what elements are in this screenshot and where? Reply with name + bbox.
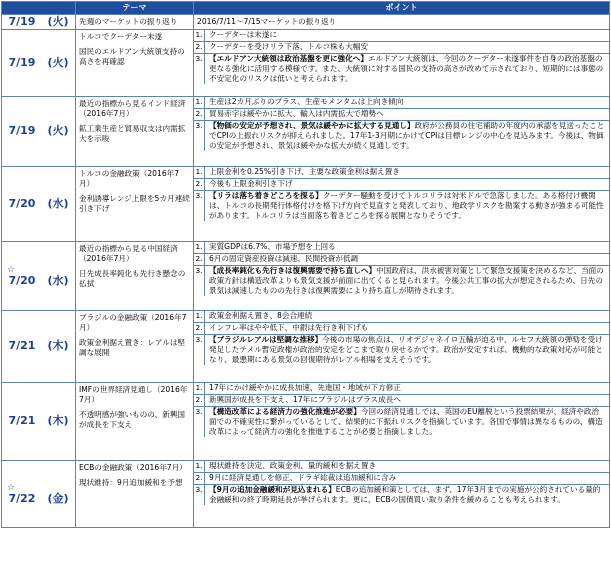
weekday: (水) [47,273,69,287]
theme-cell [76,15,194,30]
date-cell [2,167,76,242]
point-item [194,323,609,335]
point-number: 1. [194,167,205,178]
point-text [205,54,609,84]
date-cell [2,461,76,528]
point-item [194,473,609,485]
point-cell [194,311,610,383]
point-item [194,311,609,323]
point-number: 2. [194,254,205,265]
date-cell [2,15,76,30]
date: 7/21 [8,414,36,428]
point-item [194,461,609,473]
point-body: インフレ率はやや低下、中銀は先行き利下げも [209,323,369,333]
date-cell [2,30,76,97]
point-body: 上限金利を0.25%引き下げ、主要な政策金利は据え置き [209,167,400,177]
point-body: クーデター騒動を受けてトルコリラは対米ドルで急落しました。ある格付け機関は、トルコの長期発行体格付けを格下げ方向で見直すと発表しており、地政学リスクを勘案する動きが強まる可能性があります。トルコリラは当面落ち着きどころを探る展開となりそうです。 [209,191,604,221]
point-item [194,242,609,254]
point-item [194,97,609,109]
point-body: 現状維持を決定、政策金利、量的緩和を据え置き [209,461,377,471]
point-body: 17年にかけ緩やかに成長加速、先進国・地域が下方修正 [209,383,401,393]
point-item [194,335,609,365]
point-text [205,266,609,296]
point-cell [194,383,610,461]
point-item [194,179,609,191]
header-row [2,2,610,15]
date: 7/20 [8,273,36,287]
weekday: (木) [47,339,69,353]
theme-cell [76,311,194,383]
point-text [205,30,609,41]
point-number: 2. [194,179,205,190]
point-text [205,121,609,151]
date-cell [2,311,76,383]
point-number: 3. [194,485,205,505]
point-header: ポイント [194,2,610,15]
point-number: 2. [194,473,205,484]
theme-cell [76,383,194,461]
theme-subtitle: 政策金利据え置き：レアルは堅調な展開 [79,338,186,358]
point-number: 1. [194,461,205,472]
theme-title: 最近の指標から見る中国経済（2016年7月） [79,244,178,264]
point-text [205,335,609,365]
point-highlight: 【9月の追加金融緩和が見込まれる】 [209,485,336,495]
point-text [205,395,609,406]
point-item [194,167,609,179]
point-item [194,109,609,121]
point-highlight: 【構造改革による経済力の強化推進が必要】 [209,407,361,417]
point-body: ECBの追加緩和策としては、まず、17年3月までの実施が公約されている量的金融緩和の終了時期延長が挙げられます。更に、ECBの国債買い取り条件を緩めることも考えられます。 [209,485,601,505]
point-text [205,179,609,190]
point-cell [194,461,610,528]
theme-title: ECBの金融政策（2016年7月） [79,463,187,473]
weekday: (木) [47,414,69,428]
theme-subtitle: 日先成長率鈍化も先行き懸念の払拭 [79,269,186,289]
point-text [205,461,609,472]
table-row [2,30,610,97]
point-number: 1. [194,97,205,108]
theme-title: ブラジルの金融政策（2016年7月） [79,313,187,333]
point-number: 3. [194,407,205,437]
weekday: (火) [47,124,69,138]
point-number: 3. [194,335,205,365]
date: 7/19 [8,55,36,69]
date: 7/19 [8,14,36,28]
date: 7/20 [8,196,36,210]
point-body: エルドアン大統領は、今回のクーデター未遂事件を自身の政治基盤の更なる強化に活用する模様です。また、大統領に対する国民の支持の高さが改めて示されており、短期的には事態の不安定化のリスクは低いと考えられます。 [209,54,604,84]
theme-subtitle: 現状維持：9月追加緩和を予想 [79,478,183,488]
point-body: クーデターは未遂に [209,30,277,40]
point-text [205,473,609,484]
date-cell [2,242,76,311]
table-row [2,97,610,167]
table-row [2,15,610,30]
point-number: 3. [194,266,205,296]
date-cell [2,383,76,461]
theme-cell [76,461,194,528]
point-body: 中国政府は、洪水被害対策として緊急支援策を決めるなど、当面の政策方針は構造改革よりも景気支援が前面に出てくると見られます。今後公共工事の拡大が想定されるため、日先の景気は減速したものの先行きは復興需要により持ち直しが期待されます。 [209,266,604,296]
point-number: 2. [194,42,205,53]
theme-title: トルコでクーデター未遂 [79,32,163,42]
theme-subtitle: 国民のエルドアン大統領支持の高さを再確認 [79,47,185,67]
point-item [194,191,609,221]
table-row [2,167,610,242]
point-body: 今回の経済見通しでは、英国のEU離脱という投票結果が、経済や政治面での不確実性に繋がっているとして、結果的に下振れリスクを指摘しています。各国で事情は異なるものの、構造改革によって経済力の強化を推進することが必要と指摘しました。 [209,407,603,437]
point-cell: 2016/7/11～7/15マーケットの振り返り [194,15,610,30]
point-text [205,242,609,253]
point-highlight: 【エルドアン大統領は政治基盤を更に強化へ】 [209,54,368,64]
weekday: (火) [47,55,69,69]
theme-cell [76,167,194,242]
weekday: (火) [47,14,69,28]
point-text [205,485,609,505]
point-number: 1. [194,311,205,322]
point-number: 1. [194,383,205,394]
theme-cell [76,242,194,311]
point-number: 2. [194,323,205,334]
theme-subtitle: 金利誘導レンジ上限を5カ月連続引き下げ [79,194,190,214]
theme-title: IMFの世界経済見通し（2016年7月） [79,385,188,405]
point-text [205,407,609,437]
point-highlight: 【ブラジルレアルは堅調な推移】 [209,335,323,345]
theme-subtitle: 不透明感が強いものの、新興国が成長を下支え [79,410,186,430]
point-body: 実質GDPは6.7%、市場予想を上回る [209,242,336,252]
point-body: 貿易赤字は緩やかに拡大、輸入は内需拡大で増勢へ [209,109,384,119]
point-number: 1. [194,30,205,41]
point-text [205,323,609,334]
point-text [205,167,609,178]
theme-title: 最近の指標から見るインド経済（2016年7月） [79,99,186,119]
point-item [194,383,609,395]
star-mark: ☆ [7,264,16,275]
point-highlight: 【物価の安定が予想され、景気は緩やかに拡大する見通し】 [209,121,415,131]
theme-cell [76,30,194,97]
point-text [205,383,609,394]
point-body: 今後の市場の焦点は、リオデジャネイロ五輪が迫る中、ルセフ大統領の弾劾を受け発足したテメル暫定政権が政治的安定をどこまで取り戻せるかです。政治が安定すれば、機動的な政策対応が可能となり、最悪期にある景気の回復期待がレアル相場を支えそうです。 [209,335,603,365]
point-item [194,407,609,437]
point-text [205,311,609,322]
star-mark: ☆ [7,482,16,493]
point-text [205,42,609,53]
point-body: 9月に経済見通しを修正、ドラギ総裁は追加緩和に含み [209,473,397,483]
point-body: 6月の固定資産投資は減速、民間投資が低調 [209,254,359,264]
date: 7/21 [8,339,36,353]
point-highlight: 【成長率鈍化も先行きは復興需要で持ち直しへ】 [209,266,377,276]
point-item [194,485,609,505]
point-item [194,30,609,42]
weekday: (水) [47,196,69,210]
point-number: 3. [194,191,205,221]
theme-title: 先週のマーケットの振り返り [79,17,178,26]
point-highlight: 【リラは落ち着きどころを探る】 [209,191,323,201]
point-number: 3. [194,121,205,151]
point-number: 3. [194,54,205,84]
point-cell [194,97,610,167]
point-body: クーデターを受けリラ下落、トルコ株も大幅安 [209,42,369,52]
point-item [194,254,609,266]
point-body: 新興国が成長を下支え、17年にブラジルはプラス成長へ [209,395,401,405]
point-text [205,191,609,221]
point-item [194,121,609,151]
point-number: 2. [194,395,205,406]
table-row [2,311,610,383]
point-text [205,109,609,120]
point-item [194,395,609,407]
table-row [2,383,610,461]
point-cell [194,242,610,311]
date-header-cell [2,2,76,15]
table-row [2,461,610,528]
theme-subtitle: 鉱工業生産と貿易収支は内需拡大を示唆 [79,124,186,144]
report-table [1,1,610,528]
point-body: 生産は2カ月ぶりのプラス、生産モメンタムは上向き傾向 [209,97,404,107]
point-body: 今後も上限金利引き下げ [209,179,293,189]
point-text [205,254,609,265]
point-number: 1. [194,242,205,253]
point-body: 政策金利据え置き、8会合連続 [209,311,313,321]
date: 7/22 [8,491,36,505]
point-item [194,42,609,54]
point-cell [194,30,610,97]
point-cell [194,167,610,242]
weekday: (金) [47,491,69,505]
date: 7/19 [8,124,36,138]
theme-header: テーマ [76,2,194,15]
date-cell [2,97,76,167]
point-item [194,266,609,296]
point-item [194,54,609,84]
table-row [2,242,610,311]
point-number: 2. [194,109,205,120]
theme-title: トルコの金融政策（2016年7月） [79,169,180,189]
point-body: 政府が公務員の住宅補助の年度内の承認を見送ったことでCPIの上振れリスクが抑えられました。17年1-3月期にかけてCPIは目標レンジの中心を見込みます。今後は、物価の安定が予想され、景気は緩やかな拡大が続く見通しです。 [209,121,605,151]
theme-cell [76,97,194,167]
point-text [205,97,609,108]
